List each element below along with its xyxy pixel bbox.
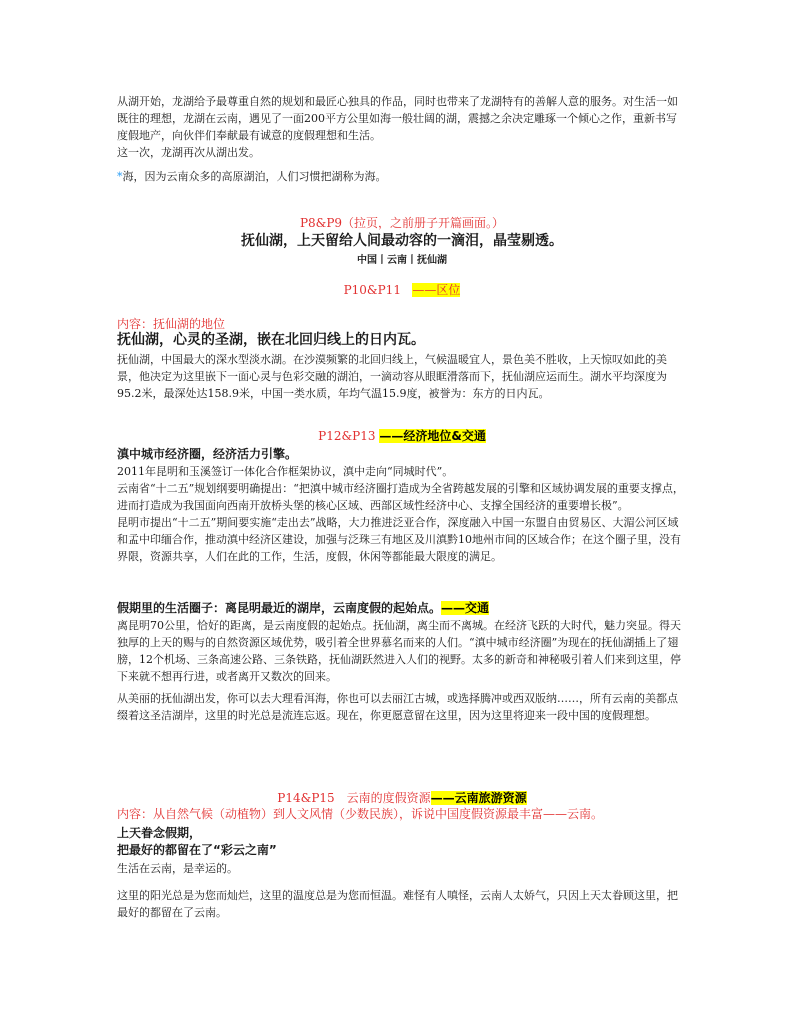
p12-headline-block [117,446,687,463]
location-label: 中国丨云南丨抚仙湖 [357,255,447,266]
body-paragraph: 2011年昆明和玉溪签订一体化合作框架协议，滇中走向“同城时代”。 [117,465,454,478]
p14-content [117,806,707,823]
section-p8 [117,215,687,232]
body-paragraph: 这里的阳光总是为您而灿烂，这里的温度总是为您而恒温。难怪有人嗔怪，云南人太娇气，只因上天太眷顾这里，把最好的都留在了云南。 [117,889,678,919]
p8-location-block [117,252,687,269]
section-title: P12&P13 [318,429,376,443]
section-tag: ——云南旅游资源 [430,791,527,805]
content-label: 内容：抚仙湖的地位 [117,317,226,331]
section-tag: ——交通 [441,601,490,615]
section-title: P8&P9（拉页，之前册子开篇画面。） [299,216,505,230]
section-tag: ——经济地位&交通 [379,429,486,443]
intro-section [117,93,687,161]
intro-paragraph: 从湖开始，龙湖给予最尊重自然的规划和最匠心独具的作品，同时也带来了龙湖特有的善解人意的服务。对生活一如既往的理想，龙湖在云南，遇见了一面200平方公里如海一般壮阔的湖，震撼之余决定雕琢一个倾心之作，重新书写度假地产，向伙伴们奉献最有诚意的度假理想和生活。 [117,95,678,142]
intro-paragraph-2: 这一次，龙湖再次从湖出发。 [117,146,260,159]
body-paragraph: 离昆明70公里，恰好的距离，是云南度假的起始点。抚仙湖，离尘而不离城。在经济飞跃的大时代，魅力突显。得天独厚的上天的赐与的自然资源区域优势，吸引着全世界慕名而来的人们。“滇中城市经济圈”为现在的抚仙湖插上了翅膀，12个机场、三条高速公路、三条铁路，抚仙湖跃然进入人们的视野。太多的新奇和神秘吸引着人们来到这里，停下来就不想再行进，或者离开又数次的回来。 [117,619,681,683]
section-headline: 假期里的生活圈子：离昆明最近的湖岸，云南度假的起始点。 [117,601,442,615]
p14-sub-block [117,860,687,877]
holiday-body [117,617,687,685]
holiday-body-2 [117,690,687,724]
section-p14 [117,790,687,807]
sub-paragraph: 生活在云南，是幸运的。 [117,862,238,875]
section-headline: 抚仙湖，上天留给人间最动容的一滴泪，晶莹剔透。 [241,233,563,249]
body-paragraph: 云南省“十二五”规划纲要明确提出：“把滇中城市经济圈打造成为全省跨越发展的引擎和区域协调发展的重要支撑点，进而打造成为我国面向西南开放桥头堡的核心区域、西部区域性经济中心、支撑全国经济的重要增长极”。 [117,482,684,512]
body-paragraph: 从美丽的抚仙湖出发，你可以去大理看洱海，你也可以去丽江古城，或选择腾冲或西双版纳……，所有云南的美都点缀着这圣洁湖岸，这里的时光总是流连忘返。现在，你更愿意留在这里，因为这里将迎来一段中国的度假理想。 [117,692,678,722]
body-paragraph: 昆明市提出“十二五”期间要实施“走出去”战略，大力推进泛亚合作，深度融入中国一东盟自由贸易区、大湄公河区域和孟中印缅合作，推动滇中经济区建设，加强与泛珠三有地区及川滇黔10地州市间的区域合作；在这个圈子里，没有界限，资源共享，人们在此的工作，生活，度假，休闲等都能最大限度的满足。 [117,516,681,563]
p14-body [117,887,687,921]
section-p12 [117,428,687,445]
note-text: 海，因为云南众多的高原湖泊，人们习惯把湖称为海。 [122,170,387,183]
section-title: P10&P11 [343,283,401,297]
p14-headline-block [117,825,687,859]
asterisk-icon: * [117,170,123,183]
section-title: P14&P15 云南的度假资源 [277,791,431,805]
section-headline: 滇中城市经济圈，经济活力引擎。 [117,447,298,461]
section-tag: ——区位 [412,283,461,297]
p10-body-block [117,351,687,402]
section-headline: 上天眷念假期， [117,826,202,840]
p8-headline-block [117,233,687,250]
content-label: 内容：从自然气候（动植物）到人文风情（少数民族），诉说中国度假资源最丰富——云南。 [117,807,604,821]
intro-note [117,168,687,185]
p10-headline-block [117,332,687,349]
body-paragraph: 抚仙湖，中国最大的深水型淡水湖。在沙漠频繁的北回归线上，气候温暖宜人，景色美不胜收，上天惊叹如此的美景，他决定为这里嵌下一面心灵与色彩交融的湖泊，一滴动容从眼眶滑落而下，抚仙湖应运而生。湖水平均深度为95.2米，最深处达158.9米，中国一类水质，年均气温15.9度，被誉为：东方的日内瓦。 [117,353,667,400]
p12-body [117,463,687,565]
holiday-headline-block [117,600,687,617]
section-headline: 抚仙湖，心灵的圣湖，嵌在北回归线上的日内瓦。 [117,332,425,348]
p10-content [117,316,687,333]
section-p10 [117,282,687,299]
section-headline-2: 把最好的都留在了“彩云之南” [117,843,277,857]
